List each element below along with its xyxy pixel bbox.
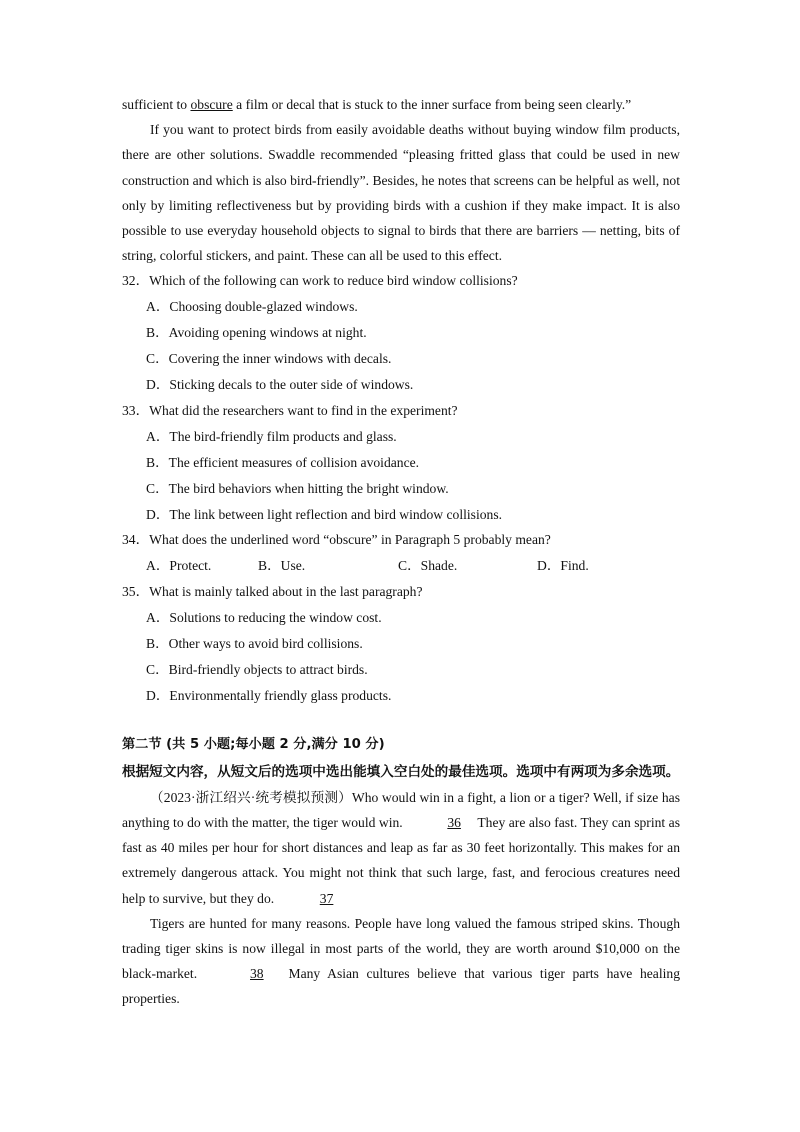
option-b: B．Use. <box>258 558 306 574</box>
option-b: B．The efficient measures of collision avoidance. <box>146 454 420 470</box>
option-d: D．The link between light reflection and bird window collisions. <box>146 506 503 522</box>
question-stem: 34．What does the underlined word “obscure” in Paragraph 5 probably mean? <box>122 532 551 548</box>
text-span: They are also fast. They can sprint as fast as 40 miles per hour for short distances and leap as far as 30 feet horizontally. This makes for an extremely dangerous attack. You might not think that such large, fast, and ferocious creatures need help to survive, but they do. <box>122 815 680 906</box>
option-d: D．Sticking decals to the outer side of windows. <box>146 377 414 393</box>
option-b: B．Other ways to avoid bird collisions. <box>146 636 363 652</box>
question-34 <box>122 527 680 579</box>
document-page <box>122 92 680 1012</box>
question-stem: 35．What is mainly talked about in the last paragraph? <box>122 584 423 600</box>
passage-last-paragraph: If you want to protect birds from easily avoidable deaths without buying window film products, there are other solutions. Swaddle recommended “pleasing fritted glass that could be used in new construction and which is also bird-friendly”. Besides, he notes that screens can be helpful as well, not only by limiting reflectiveness but by providing birds with a cushion if they make impact. It is also possible to use everyday household objects to signal to birds that there are barriers — netting, bits of string, colorful stickers, and paint. These can all be used to this effect. <box>122 122 680 264</box>
option-d: D．Environmentally friendly glass products. <box>146 687 392 703</box>
section-instruction: 根据短文内容，从短文后的选项中选出能填入空白处的最佳选项。选项中有两项为多余选项。 <box>122 763 680 780</box>
question-stem: 32．Which of the following can work to reduce bird window collisions? <box>122 273 518 289</box>
option-c: C．Covering the inner windows with decals. <box>146 351 392 367</box>
question-35 <box>122 579 680 709</box>
option-d: D．Find. <box>537 558 589 574</box>
text-span: a film or decal that is stuck to the inner surface from being seen clearly.” <box>232 97 632 112</box>
text-span: sufficient to <box>122 97 191 112</box>
passage-paragraph-end <box>122 92 680 117</box>
blank-38: 38 <box>250 966 264 982</box>
option-c: C．The bird behaviors when hitting the bright window. <box>146 480 449 496</box>
option-a: A．Solutions to reducing the window cost. <box>146 610 382 626</box>
question-stem: 33．What did the researchers want to find in the experiment? <box>122 402 458 418</box>
blank-37: 37 <box>319 890 334 906</box>
option-c: C．Shade. <box>398 558 458 574</box>
blank-36: 36 <box>447 815 461 831</box>
text-span: （2023·浙江绍兴·统考模拟预测）Who would win in a fight, a lion or a tiger? Well, if size has anything to do with the matter, the tiger would win. <box>122 789 680 831</box>
option-a: A．The bird-friendly film products and glass. <box>146 428 397 444</box>
text-span: Tigers are hunted for many reasons. People have long valued the famous striped skins. Though trading tiger skins is now illegal in most parts of the world, they are worth around $10,000 on the black-market. <box>122 915 680 982</box>
options-row <box>146 553 680 579</box>
option-b: B．Avoiding opening windows at night. <box>146 325 367 341</box>
text-span: Many Asian cultures believe that various tiger parts have healing properties. <box>122 966 680 1007</box>
section-heading: 第二节 (共 5 小题;每小题 2 分,满分 10 分) <box>122 736 385 752</box>
question-32 <box>122 268 680 398</box>
question-33 <box>122 398 680 528</box>
cloze-paragraph-1 <box>122 785 680 911</box>
option-a: A．Protect. <box>146 558 212 574</box>
option-c: C．Bird-friendly objects to attract birds. <box>146 662 368 678</box>
option-a: A．Choosing double-glazed windows. <box>146 299 358 315</box>
underlined-word: obscure <box>190 97 233 112</box>
cloze-paragraph-2 <box>122 911 680 1012</box>
